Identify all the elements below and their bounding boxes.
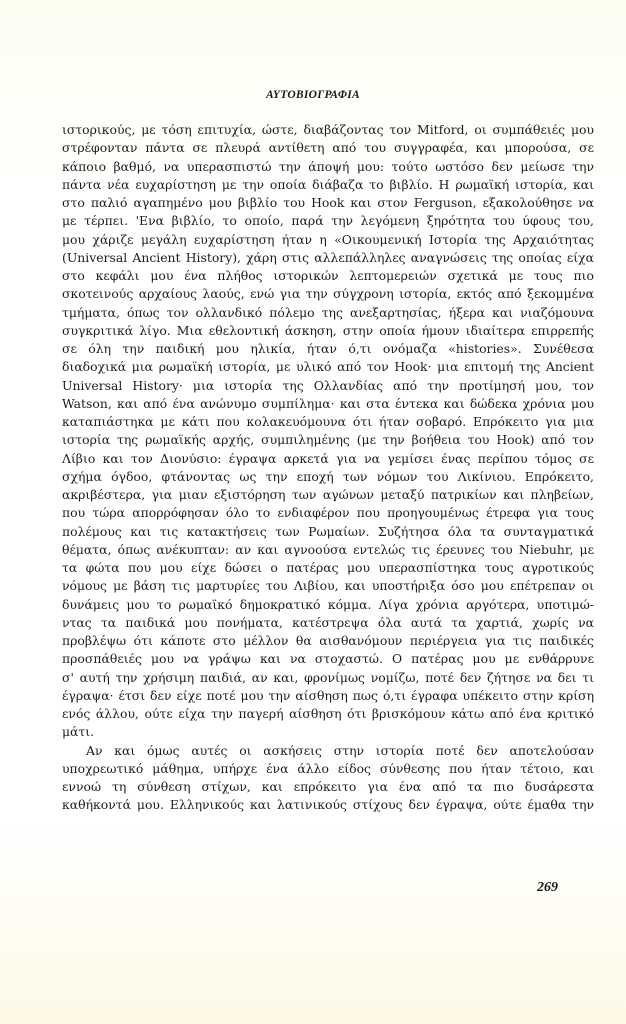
running-head: ΑΥΤΟΒΙΟΓΡΑΦΙΑ — [265, 89, 360, 101]
text-line: ντας τα παιδικά μου πονήματα, κατέστρεψα όλα αυτά τα χαρτιά, χωρίς να — [62, 614, 594, 630]
text-line: (Universal Ancient History), χάρη στις αλλεπάλληλες αναγνώσεις της οποίας είχα — [62, 249, 594, 265]
text-line: δυνάμεις μου το ρωμαϊκό δημοκρατικό κόμμα. Λίγα χρόνια αργότερα, υποτιμώ- — [62, 596, 594, 612]
text-line: ιστορία της ρωμαϊκής αρχής, συμπιλημένης (με την βοήθεια του Hook) από τον — [62, 432, 594, 448]
text-line: σε όλη την παιδική μου ηλικία, ήταν ό,τι ονόμαζα «histories». Συνέθεσα — [62, 341, 594, 356]
text-line: υποχρεωτικό μάθημα, υπήρχε ένα άλλο είδος σύνθεσης που ήταν τέτοιο, και — [62, 760, 594, 776]
text-line: Watson, και από ένα ανώνυμο συμπίλημα· και στα έντεκα και δώδεκα χρόνια μου — [62, 395, 594, 411]
paragraph — [62, 121, 594, 742]
text-line: στο κεφάλι μου ένα πλήθος ιστορικών λεπτομερειών σχετικά με τους πιο — [62, 268, 594, 283]
text-line: που τώρα απορρόφησαν όλο το ενδιαφέρον που προηγουμένως έτρεφα για τους — [62, 505, 594, 521]
text-line: εννοώ τη σύνθεση στίχων, και επρόκειτο για ένα από τα πιο δυσάρεστα — [62, 779, 594, 794]
paragraph — [62, 742, 594, 815]
text-line: πάντα νέα ευχαρίστηση με την οποία διάβαζα το βιβλίο. Η ρωμαϊκή ιστορία, και — [62, 176, 594, 192]
text-line: Λίβιο και τον Διονύσιο: έγραψα αρκετά για να γεμίσει ένας περίπου τόμος σε — [62, 450, 594, 466]
text-line: έγραψα· έτσι δεν είχε ποτέ μου την αίσθηση πως ό,τι έγραφα υπέκειτο στην κρίση — [62, 687, 594, 703]
text-line: σ' αυτή την χρήσιμη παιδιά, αν και, φρονίμως νομίζω, ποτέ δεν ζήτησε να δει τι — [62, 669, 594, 685]
text-line: τμήματα, όπως τον ολλανδικό πόλεμο της ανεξαρτησίας, ήξερα και νιαζόμουνα — [62, 304, 594, 320]
text-line: προβλέψω ότι κάποτε στο μέλλον θα αισθανόμουν περιέργεια για τις παιδικές — [62, 633, 594, 648]
text-line: καταπιάστηκα με κάτι που κολακευόμουνα ότι ήταν σοβαρό. Επρόκειτο για μια — [62, 414, 594, 429]
text-line: στο παλιό αγαπημένο μου βιβλίο του Hook και στον Ferguson, εξακολούθησε να — [62, 195, 594, 210]
text-line: ιστορικούς, με τόση επιτυχία, ώστε, διαβάζοντας τον Mitford, οι συμπάθειές μου — [62, 122, 594, 137]
text-line: προσπάθειές μου να γράψω και να στοχαστώ. Ο πατέρας μου με ενθάρρυνε — [62, 651, 594, 667]
text-line: μου χάριζε μεγάλη ευχαρίστηση ήταν η «Οικουμενική Ιστορία της Αρχαιότητας — [62, 231, 594, 247]
text-line: νόμους με βάση τις μαρτυρίες του Λιβίου, και υποστήριξα όσο μου επέτρεπαν οι — [62, 578, 594, 594]
text-line: διαδοχικά μια ρωμαϊκή ιστορία, με υλικό από τον Hook· μια επιτομή της Ancient — [62, 359, 594, 375]
text-line: κάποιο βαθμό, να υπερασπιστώ την άποψή μου: τούτο ωστόσο δεν μείωσε την — [62, 158, 594, 174]
text-line: καθήκοντά μου. Ελληνικούς και λατινικούς στίχους δεν έγραψα, ούτε έμαθα την — [62, 797, 594, 813]
text-line: θέματα, όπως ανέκυπταν: αν και αγνοούσα εντελώς τις έρευνες του Niebuhr, με — [62, 541, 594, 557]
text-line: στρέφονταν πάντα σε πλευρά αντίθετη από του συγγραφέα, και μπορούσα, σε — [62, 140, 594, 156]
text-line: Αν και όμως αυτές οι ασκήσεις στην ιστορία ποτέ δεν αποτελούσαν — [86, 742, 594, 758]
text-line: συγκριτικά λίγο. Μια εθελοντική άσκηση, στην οποία ήμουν ιδιαίτερα επιρρεπής — [62, 322, 594, 338]
text-line: ακριβέστερα, για μιαν εξιστόρηση των αγώνων μεταξύ πατρικίων και πληβείων, — [62, 487, 594, 502]
page-number: 269 — [537, 880, 558, 895]
text-line: Universal History· μια ιστορία της Ολλανδίας από την προτίμησή μου, τον — [62, 377, 594, 393]
text-line: ενός άλλου, ούτε είχα την παγερή αίσθηση ότι βρισκόμουν κάτω από ένα κριτικό — [62, 706, 594, 721]
text-line: σκοτεινούς αρχαίους λαούς, ενώ για την σύγχρονη ιστορία, εκτός από ξεκομμένα — [62, 286, 594, 302]
text-line: με τέρπει. 'Ενα βιβλίο, το οποίο, παρά την λεγόμενη ξηρότητα του ύφους του, — [62, 213, 594, 229]
text-line: τα φώτα που μου είχε δώσει ο πατέρας μου υπερασπίστηκα τους αγροτικούς — [62, 560, 594, 575]
text-line: μάτι. — [62, 724, 95, 740]
body-text — [62, 121, 594, 815]
text-line: πολέμους και τις κατακτήσεις των Ρωμαίων. Συζήτησα όλα τα συνταγματικά — [62, 523, 594, 539]
text-line: σχήμα όγδοο, φτάνοντας ως την εποχή των νόμων του Λικίνιου. Επρόκειτο, — [62, 468, 594, 484]
